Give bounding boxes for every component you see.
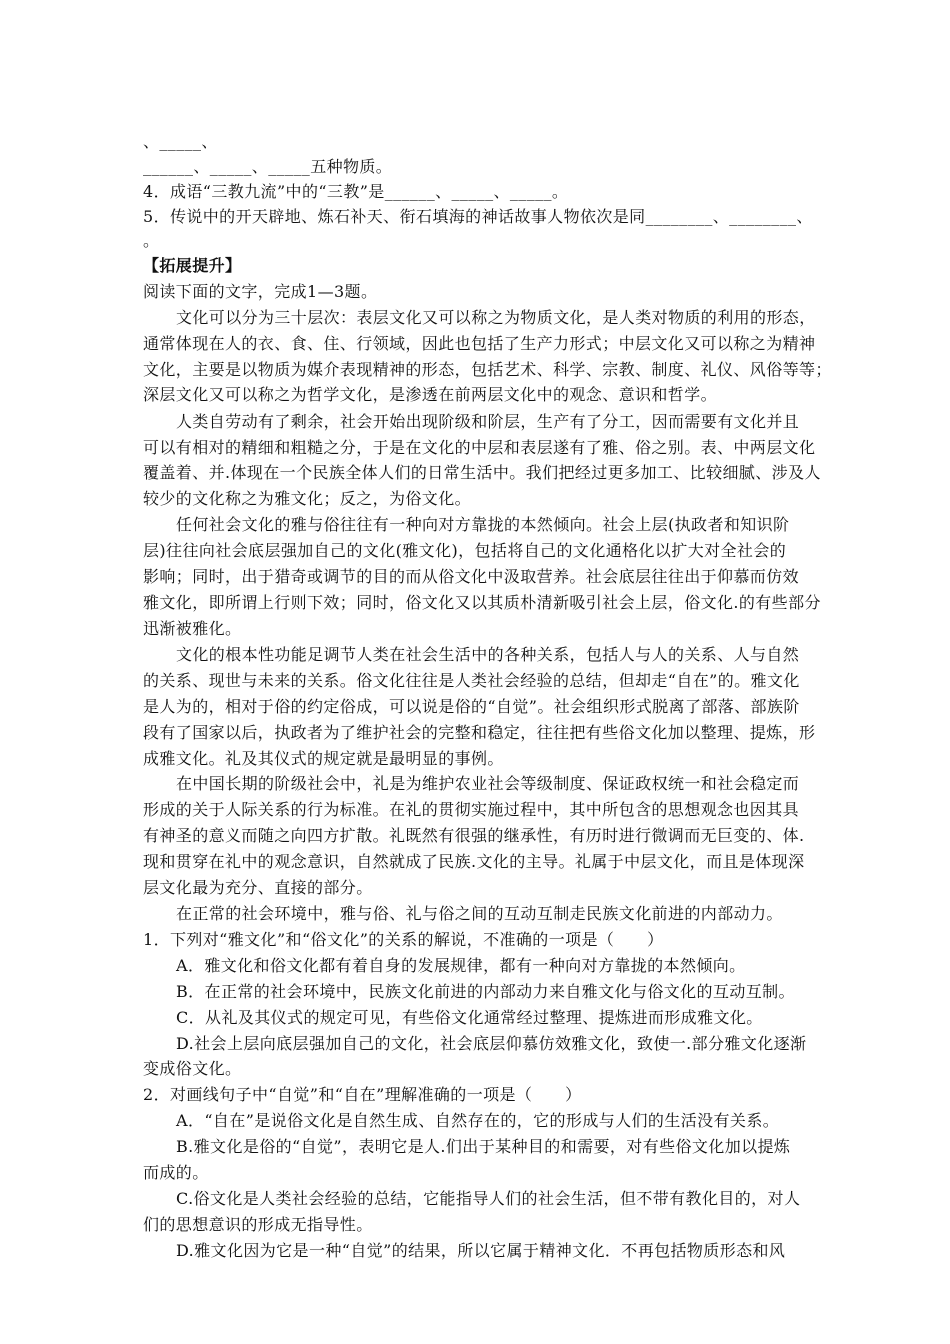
paragraph-line: 人类自劳动有了剩余，社会开始出现阶级和阶层，生产有了分工，因而需要有文化并且 <box>176 412 800 431</box>
paragraph-line: 通常体现在人的衣、食、住、行领域，因此也包括了生产力形式；中层文化又可以称之为精神 <box>143 334 816 353</box>
paragraph-line: 任何社会文化的雅与俗往往有一种向对方靠拢的本然倾向。社会上层(执政者和知识阶 <box>176 515 790 534</box>
text-line: 5．传说中的开天辟地、炼石补天、衔石填海的神话故事人物依次是同________、________、 <box>143 207 813 226</box>
option-b-cont: 而成的。 <box>143 1163 209 1182</box>
option-d: D.社会上层向底层强加自己的文化，社会底层仰慕仿效雅文化，致使一.部分雅文化逐渐 <box>176 1034 807 1053</box>
instruction-line: 阅读下面的文字，完成1—3题。 <box>143 282 378 301</box>
paragraph-line: 在正常的社会环境中，雅与俗、礼与俗之间的互动互制走民族文化前进的内部动力。 <box>176 904 783 923</box>
paragraph-line: 深层文化又可以称之为哲学文化，是渗透在前两层文化中的观念、意识和哲学。 <box>143 385 718 404</box>
paragraph-line: 可以有相对的精细和粗糙之分，于是在文化的中层和表层遂有了雅、俗之别。表、中两层文化 <box>143 438 816 457</box>
paragraph-line: 段有了国家以后，执政者为了维护社会的完整和稳定，往往把有些俗文化加以整理、提炼，形 <box>143 723 816 742</box>
section-heading: 【拓展提升】 <box>143 256 242 275</box>
option-c: C.俗文化是人类社会经验的总结，它能指导人们的社会生活，但不带有教化目的，对人 <box>176 1189 801 1208</box>
question-2: 2．对画线句子中“自觉”和“自在”理解准确的一项是（ ） <box>143 1085 582 1104</box>
paragraph-line: 影响；同时，出于猎奇或调节的目的而从俗文化中汲取营养。社会底层往往出于仰慕而仿效 <box>143 567 800 586</box>
paragraph-line: 覆盖着、并.体现在一个民族全体人们的日常生活中。我们把经过更多加工、比较细腻、涉及人 <box>143 463 821 482</box>
paragraph-line: 层)往往向社会底层强加自己的文化(雅文化)，包括将自己的文化通格化以扩大对全社会的 <box>143 541 787 560</box>
text-line: 、_____、 <box>143 132 218 151</box>
option-a: A．“自在”是说俗文化是自然生成、自然存在的，它的形成与人们的生活没有关系。 <box>176 1111 780 1130</box>
text-line: 4．成语“三教九流”中的“三教”是______、_____、_____。 <box>143 182 569 201</box>
option-a: A．雅文化和俗文化都有着自身的发展规律，都有一种向对方靠拢的本然倾向。 <box>176 956 746 975</box>
paragraph-line: 形成的关于人际关系的行为标准。在礼的贯彻实施过程中，其中所包含的思想观念也因其具 <box>143 800 800 819</box>
paragraph-line: 较少的文化称之为雅文化；反之，为俗文化。 <box>143 489 472 508</box>
option-c: C．从礼及其仪式的规定可见，有些俗文化通常经过整理、提炼进而形成雅文化。 <box>176 1008 763 1027</box>
paragraph-line: 成雅文化。礼及其仪式的规定就是最明显的事例。 <box>143 749 504 768</box>
paragraph-line: 迅渐被雅化。 <box>143 619 242 638</box>
paragraph-line: 是人为的，相对于俗的约定俗成，可以说是俗的“自觉”。社会组织形式脱离了部落、部族阶 <box>143 697 800 716</box>
option-b: B.雅文化是俗的“自觉”，表明它是人.们出于某种目的和需要，对有些俗文化加以提炼 <box>176 1137 791 1156</box>
paragraph-line: 的关系、现世与未来的关系。俗文化往往是人类社会经验的总结，但却走“自在”的。雅文化 <box>143 671 800 690</box>
paragraph-line: 文化，主要是以物质为媒介表现精神的形态，包括艺术、科学、宗教、制度、礼仪、风俗等等； <box>143 360 832 379</box>
paragraph-line: 文化可以分为三十层次：表层文化又可以称之为物质文化，是人类对物质的利用的形态， <box>176 308 816 327</box>
option-c-cont: 们的思想意识的形成无指导性。 <box>143 1215 373 1234</box>
paragraph-line: 现和贯穿在礼中的观念意识，自然就成了民族.文化的主导。礼属于中层文化，而且是体现深 <box>143 852 805 871</box>
paragraph-line: 雅文化，即所谓上行则下效；同时，俗文化又以其质朴清新吸引社会上层，俗文化.的有些部分 <box>143 593 821 612</box>
option-b: B．在正常的社会环境中，民族文化前进的内部动力来自雅文化与俗文化的互动互制。 <box>176 982 795 1001</box>
text-line: ______、_____、_____五种物质。 <box>143 157 393 176</box>
paragraph-line: 层文化最为充分、直接的部分。 <box>143 878 373 897</box>
text-line: 。 <box>143 231 160 250</box>
paragraph-line: 文化的根本性功能足调节人类在社会生活中的各种关系，包括人与人的关系、人与自然 <box>176 645 800 664</box>
paragraph-line: 有神圣的意义而随之向四方扩散。礼既然有很强的继承性，有历时进行微调而无巨变的、体. <box>143 826 805 845</box>
paragraph-line: 在中国长期的阶级社会中，礼是为维护农业社会等级制度、保证政权统一和社会稳定而 <box>176 774 800 793</box>
question-1: 1．下列对“雅文化”和“俗文化”的关系的解说，不准确的一项是（ ） <box>143 930 664 949</box>
option-d-cont: 变成俗文化。 <box>143 1059 242 1078</box>
option-d: D.雅文化因为它是一种“自觉”的结果，所以它属于精神文化．不再包括物质形态和风 <box>176 1241 786 1260</box>
